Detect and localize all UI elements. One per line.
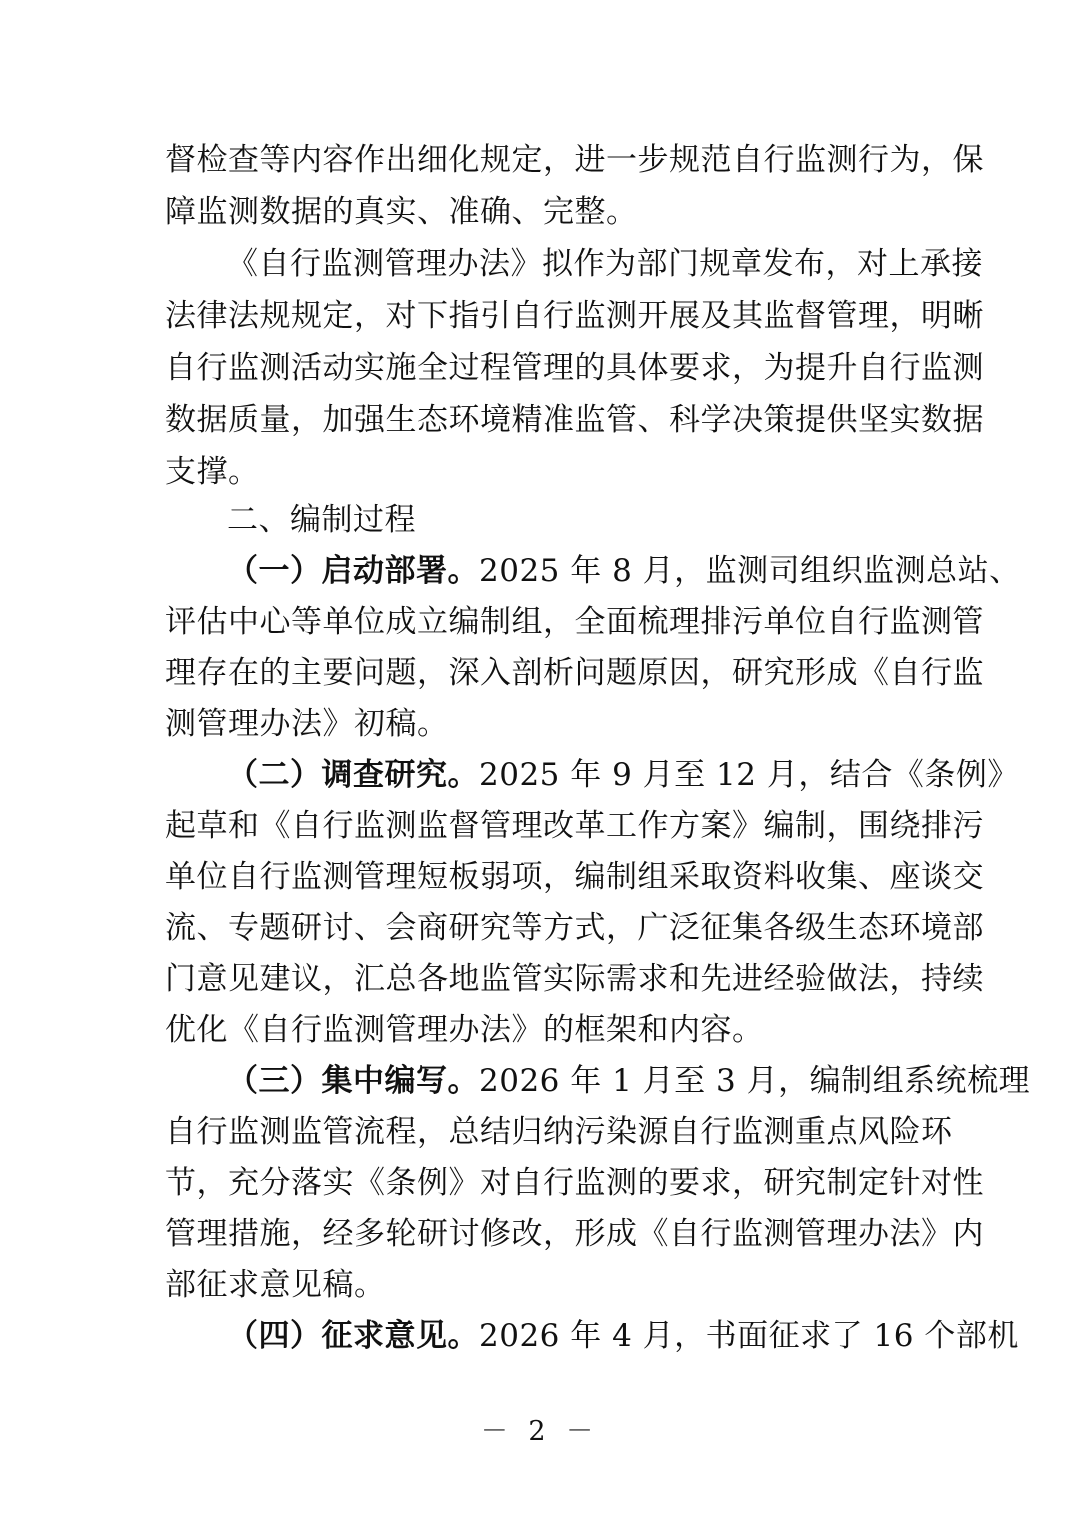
text-line: 支撑。: [165, 454, 260, 490]
text-line: 法律法规规定，对下指引自行监测开展及其监督管理，明晰: [165, 298, 984, 334]
text-line: 节，充分落实《条例》对自行监测的要求，研究制定针对性: [165, 1165, 984, 1201]
section-heading: 二、编制过程: [227, 502, 416, 538]
subsection-title: （四）征求意见。: [227, 1318, 479, 1354]
text-line: 督检查等内容作出细化规定，进一步规范自行监测行为，保: [165, 142, 984, 178]
text-line: 管理措施，经多轮研讨修改，形成《自行监测管理办法》内: [165, 1216, 984, 1252]
text-line: 测管理办法》初稿。: [165, 706, 449, 742]
text-line: 优化《自行监测管理办法》的框架和内容。: [165, 1012, 764, 1048]
text-line: 《自行监测管理办法》拟作为部门规章发布，对上承接: [227, 246, 983, 282]
page-number: － 2 －: [480, 1416, 600, 1447]
text-line: 门意见建议，汇总各地监管实际需求和先进经验做法，持续: [165, 961, 984, 997]
text-line: 理存在的主要问题，深入剖析问题原因，研究形成《自行监: [165, 655, 984, 691]
subsection-title: （三）集中编写。: [227, 1063, 479, 1099]
text-line: （一）启动部署。2025 年 8 月，监测司组织监测总站、: [227, 553, 1021, 589]
text-line: （四）征求意见。2026 年 4 月，书面征求了 16 个部机: [227, 1318, 1019, 1354]
text-line: 评估中心等单位成立编制组，全面梳理排污单位自行监测管: [165, 604, 984, 640]
text-line: 流、专题研讨、会商研究等方式，广泛征集各级生态环境部: [165, 910, 984, 946]
text-line: （三）集中编写。2026 年 1 月至 3 月，编制组系统梳理: [227, 1063, 1031, 1099]
text-line: 自行监测活动实施全过程管理的具体要求，为提升自行监测: [165, 350, 984, 386]
text-line: 数据质量，加强生态环境精准监管、科学决策提供坚实数据: [165, 402, 984, 438]
text-line: 部征求意见稿。: [165, 1267, 386, 1303]
text-line: 单位自行监测管理短板弱项，编制组采取资料收集、座谈交: [165, 859, 984, 895]
text-line: 起草和《自行监测监督管理改革工作方案》编制，围绕排污: [165, 808, 984, 844]
text-line: 障监测数据的真实、准确、完整。: [165, 194, 638, 230]
text-line: 自行监测监管流程，总结归纳污染源自行监测重点风险环: [165, 1114, 953, 1150]
subsection-title: （一）启动部署。: [227, 553, 479, 589]
text-line: （二）调查研究。2025 年 9 月至 12 月，结合《条例》: [227, 757, 1019, 793]
subsection-title: （二）调查研究。: [227, 757, 479, 793]
